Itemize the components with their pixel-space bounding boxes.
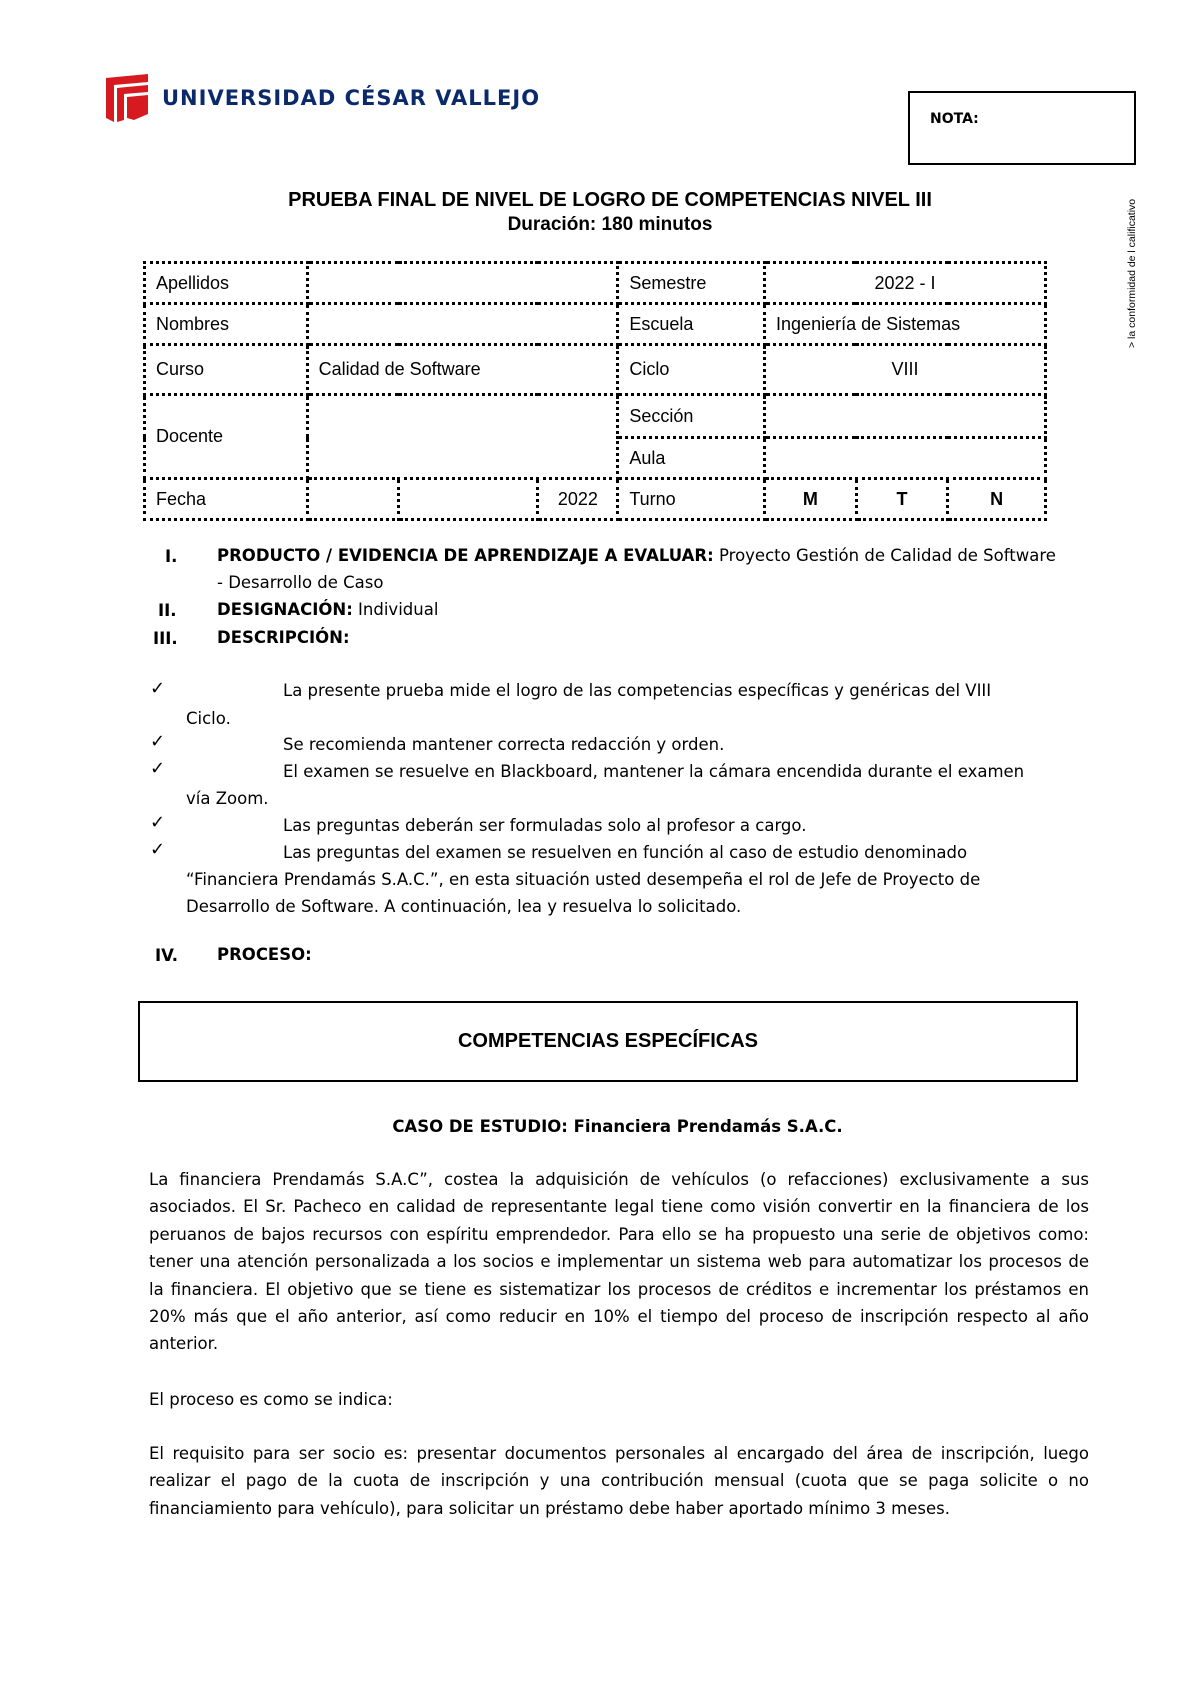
university-logo (104, 72, 540, 124)
fecha-day-field[interactable] (307, 479, 399, 520)
seccion-label: Sección (618, 395, 765, 438)
aula-label: Aula (618, 438, 765, 479)
student-info-table (143, 261, 1047, 521)
table-row (145, 304, 1046, 345)
exam-duration: Duración: 180 minutos (507, 214, 713, 235)
bullet-1-line-1: La presente prueba mide el logro de las competencias específicas y genéricas del VIII (283, 681, 992, 700)
section-1-number: I. (165, 547, 178, 566)
seccion-field[interactable] (765, 395, 1046, 438)
turno-t-option[interactable]: T (856, 479, 948, 520)
section-2-line (217, 596, 438, 623)
fecha-year: 2022 (538, 479, 618, 520)
fecha-label: Fecha (145, 479, 308, 520)
check-icon: ✓ (150, 678, 166, 699)
nota-box[interactable] (908, 91, 1136, 165)
bullet-5-line-3: Desarrollo de Software. A continuación, lea y resuelva lo solicitado. (186, 897, 742, 916)
table-row (145, 345, 1046, 395)
turno-label: Turno (618, 479, 765, 520)
section-1-label: PRODUCTO / EVIDENCIA DE APRENDIZAJE A EVALUAR: (217, 546, 714, 565)
section-1-value: Proyecto Gestión de Calidad de Software (718, 546, 1056, 565)
turno-m-option[interactable]: M (765, 479, 857, 520)
ciclo-value: VIII (765, 345, 1046, 395)
semestre-label: Semestre (618, 263, 765, 304)
section-1-line-1 (217, 542, 1089, 569)
aula-field[interactable] (765, 438, 1046, 479)
nombres-label: Nombres (145, 304, 308, 345)
semestre-value: 2022 - I (765, 263, 1046, 304)
section-3-number: III. (153, 629, 178, 648)
section-3-label: DESCRIPCIÓN: (217, 628, 350, 647)
competencias-header-box (138, 1001, 1078, 1082)
table-row (145, 479, 1046, 520)
table-row (145, 395, 1046, 438)
nombres-field[interactable] (307, 304, 618, 345)
bullet-3-line-2: vía Zoom. (186, 789, 269, 808)
university-name: UNIVERSIDAD CÉSAR VALLEJO (162, 86, 541, 110)
bullet-3-line-1: El examen se resuelve en Blackboard, mantener la cámara encendida durante el examen (283, 762, 1025, 781)
section-4-number: IV. (155, 946, 179, 965)
vertical-note (1126, 188, 1142, 348)
nota-label: NOTA: (930, 111, 979, 127)
bullet-4: Las preguntas deberán ser formuladas solo al profesor a cargo. (283, 816, 807, 835)
bullet-5-line-1: Las preguntas del examen se resuelven en función al caso de estudio denominado (283, 843, 968, 862)
docente-label: Docente (145, 395, 308, 479)
exam-title: PRUEBA FINAL DE NIVEL DE LOGRO DE COMPETENCIAS NIVEL III (288, 189, 932, 211)
turno-n-option[interactable]: N (948, 479, 1046, 520)
apellidos-label: Apellidos (145, 263, 308, 304)
check-icon: ✓ (150, 731, 166, 752)
section-2-number: II. (158, 601, 177, 620)
case-paragraph-3: El requisito para ser socio es: presentar documentos personales al encargado del área de inscripción, luego realizar el pago de la cuota de inscripción y una contribución mensual (cuota que se paga solicite o no financiamiento para vehículo), para solicitar un préstamo debe haber aportado mínimo 3 meses. (149, 1444, 1089, 1518)
fecha-month-field[interactable] (399, 479, 538, 520)
check-icon: ✓ (150, 758, 166, 779)
check-icon: ✓ (150, 839, 166, 860)
case-paragraph-1: La financiera Prendamás S.A.C”, costea la adquisición de vehículos (o refacciones) exclusivamente a sus asociados. El Sr. Pacheco en calidad de representante legal tiene como visión convertir en la financiera de los peruanos de bajos recursos con espíritu emprendedor. Para ello se ha propuesto una serie de objetivos como: tener una atención personalizada a los socios e implementar un sistema web para automatizar los procesos de la financiera. El objetivo que se tiene es sistematizar los procesos de créditos e incrementar los préstamos en 20% más que el año anterior, así como reducir en 10% el tiempo del proceso de inscripción respecto al año anterior. (149, 1170, 1089, 1354)
section-1-value-cont: - Desarrollo de Caso (217, 573, 384, 592)
curso-label: Curso (145, 345, 308, 395)
escuela-value: Ingeniería de Sistemas (765, 304, 1046, 345)
escuela-label: Escuela (618, 304, 765, 345)
section-4-label: PROCESO: (217, 945, 312, 964)
ciclo-label: Ciclo (618, 345, 765, 395)
apellidos-field[interactable] (307, 263, 618, 304)
bullet-2: Se recomienda mantener correcta redacción y orden. (283, 735, 725, 754)
curso-value: Calidad de Software (307, 345, 618, 395)
bullet-1-line-2: Ciclo. (186, 709, 231, 728)
competencias-title: COMPETENCIAS ESPECÍFICAS (457, 1030, 759, 1052)
docente-field[interactable] (307, 395, 618, 479)
bullet-5-line-2: “Financiera Prendamás S.A.C.”, en esta situación usted desempeña el rol de Jefe de Proyecto de (186, 870, 981, 889)
vertical-note-text: > la conformidad de l calificativo (1126, 198, 1138, 348)
section-2-value: Individual (358, 600, 439, 619)
case-paragraph-2: El proceso es como se indica: (149, 1390, 393, 1409)
logo-emblem-icon (104, 72, 150, 124)
check-icon: ✓ (150, 812, 166, 833)
case-study-title: CASO DE ESTUDIO: Financiera Prendamás S.A.C. (392, 1117, 843, 1136)
section-2-label: DESIGNACIÓN: (217, 600, 353, 619)
table-row (145, 263, 1046, 304)
